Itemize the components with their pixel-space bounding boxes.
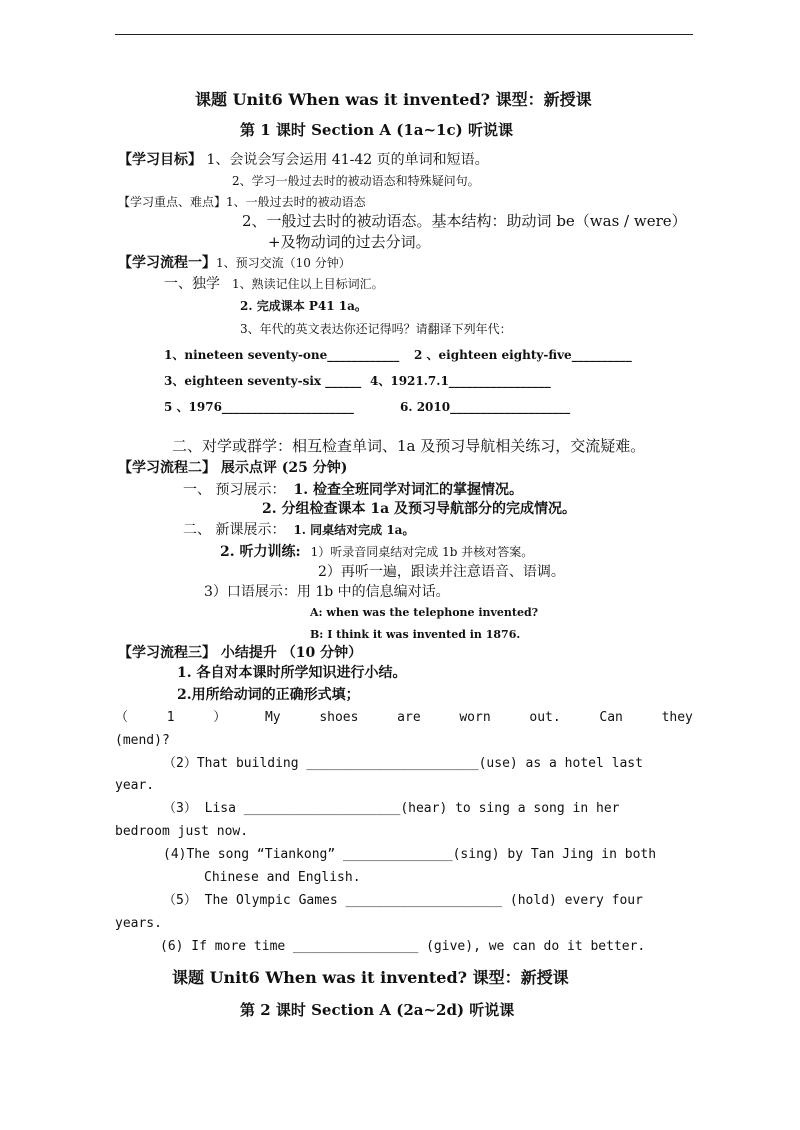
- year-5: 5 、1976______________________: [164, 400, 354, 414]
- preview-display-item-2: 2. 分组检查课本 1a 及预习导航部分的完成情况。: [262, 501, 577, 517]
- summary-item-2: 2.用所给动词的正确形式填；: [177, 687, 360, 703]
- exercise-1-word: out.: [529, 710, 561, 725]
- pair-study-line: 二、对学或群学：相互检查单词、1a 及预习导航相关练习，交流疑难。: [172, 437, 646, 455]
- exercise-6: (6) If more time ________________ (give), we can do it better.: [160, 939, 646, 954]
- exercise-1-word: 1: [166, 710, 175, 725]
- next-period-heading: 第 2 课时 Section A (2a~2d) 听说课: [240, 1001, 515, 1019]
- goals-section: [118, 151, 489, 169]
- self-study-row: [164, 275, 384, 293]
- key-points-section: [118, 193, 366, 211]
- new-lesson-row: [183, 521, 414, 539]
- exercise-1-word: Can: [599, 710, 623, 725]
- exercise-1-word: they: [661, 710, 693, 725]
- preview-display-row: [183, 481, 523, 499]
- preview-display-item-1: 1. 检查全班同学对词汇的掌握情况。: [293, 482, 523, 498]
- exercise-4: (4)The song “Tiankong” ______________(sing) by Tan Jing in both: [163, 847, 657, 862]
- key-points-item-2: 2、一般过去时的被动语态。基本结构：助动词 be（was / were）: [242, 212, 687, 230]
- dialog-a: A: when was the telephone invented?: [310, 606, 539, 619]
- period-heading: 第 1 课时 Section A (1a~1c) 听说课: [240, 121, 513, 139]
- listening-step-2: 2）再听一遍，跟读并注意语音、语调。: [318, 564, 565, 580]
- dialog-b: B: I think it was invented in 1876.: [310, 628, 521, 641]
- flow3-heading: 小结提升 （10 分钟）: [216, 645, 363, 661]
- exercise-3-cont: bedroom just now.: [115, 824, 249, 839]
- exercise-1-word: （: [115, 710, 129, 725]
- next-lesson-title: 课题 Unit6 When was it invented? 课型：新授课: [172, 968, 569, 987]
- preview-display-label: 一、 预习展示：: [183, 482, 286, 498]
- speaking-line: 3）口语展示：用 1b 中的信息编对话。: [204, 584, 450, 600]
- year-1: 1、nineteen seventy-one____________: [164, 348, 400, 362]
- key-points-item-2-cont: +及物动词的过去分词。: [268, 233, 431, 251]
- key-points-label: 【学习重点、难点】: [118, 195, 227, 209]
- year-4: 4、1921.7.1_________________: [370, 374, 551, 388]
- goals-item-1: 1、会说会写会运用 41-42 页的单词和短语。: [202, 152, 489, 168]
- goals-item-2: 2、学习一般过去时的被动语态和特殊疑问句。: [232, 174, 480, 188]
- exercise-3: （3） Lisa ____________________(hear) to sing a song in her: [163, 801, 620, 816]
- new-lesson-item-1: 1. 同桌结对完成 1a。: [293, 523, 415, 537]
- top-rule: [115, 34, 693, 35]
- exercise-1-word: ）: [213, 710, 227, 725]
- exercise-4-cont: Chinese and English.: [204, 870, 361, 885]
- year-3: 3、eighteen seventy-six ______: [164, 374, 362, 388]
- flow2-label: 【学习流程二】: [118, 460, 216, 476]
- exercise-1-word: are: [397, 710, 421, 725]
- exercise-1-word: worn: [459, 710, 491, 725]
- flow1-label: 【学习流程一】: [118, 255, 216, 271]
- exercise-1-word: My: [264, 710, 281, 725]
- self-study-step-3: 3、年代的英文表达你还记得吗？请翻译下列年代：: [240, 322, 512, 336]
- listening-row: [220, 543, 533, 561]
- key-points-item-1: 1、一般过去时的被动语态: [226, 195, 366, 209]
- flow1-section: [118, 254, 351, 272]
- exercise-5-cont: years.: [115, 916, 162, 931]
- self-study-label: 一、独学: [164, 276, 220, 292]
- exercise-2-cont: year.: [115, 778, 155, 793]
- exercise-2: （2）That building ______________________(use) as a hotel last: [163, 756, 643, 771]
- listening-label: 2. 听力训练:: [220, 544, 301, 560]
- self-study-step-1: 1、熟读记住以上目标词汇。: [232, 277, 384, 291]
- flow2-heading: 展示点评 (25 分钟): [216, 460, 348, 476]
- flow3-label: 【学习流程三】: [118, 645, 216, 661]
- flow1-heading: 1、预习交流（10 分钟）: [216, 256, 351, 270]
- exercise-1-cont: (mend)?: [115, 733, 170, 748]
- exercise-5: （5） The Olympic Games ____________________ (hold) every four: [163, 893, 643, 908]
- exercise-1-word: shoes: [319, 710, 359, 725]
- goals-label: 【学习目标】: [118, 152, 202, 168]
- exercise-1: [115, 709, 693, 727]
- lesson-title: 课题 Unit6 When was it invented? 课型：新授课: [195, 90, 592, 109]
- new-lesson-label: 二、 新课展示：: [183, 522, 286, 538]
- self-study-step-2: 2. 完成课本 P41 1a。: [240, 299, 367, 313]
- year-2: 2 、eighteen eighty-five__________: [414, 348, 632, 362]
- flow3-section: [118, 644, 362, 662]
- flow2-section: [118, 459, 347, 477]
- summary-item-1: 1. 各自对本课时所学知识进行小结。: [177, 665, 407, 681]
- year-6: 6. 2010____________________: [400, 400, 571, 414]
- listening-step-1: 1）听录音同桌结对完成 1b 并核对答案。: [310, 545, 534, 559]
